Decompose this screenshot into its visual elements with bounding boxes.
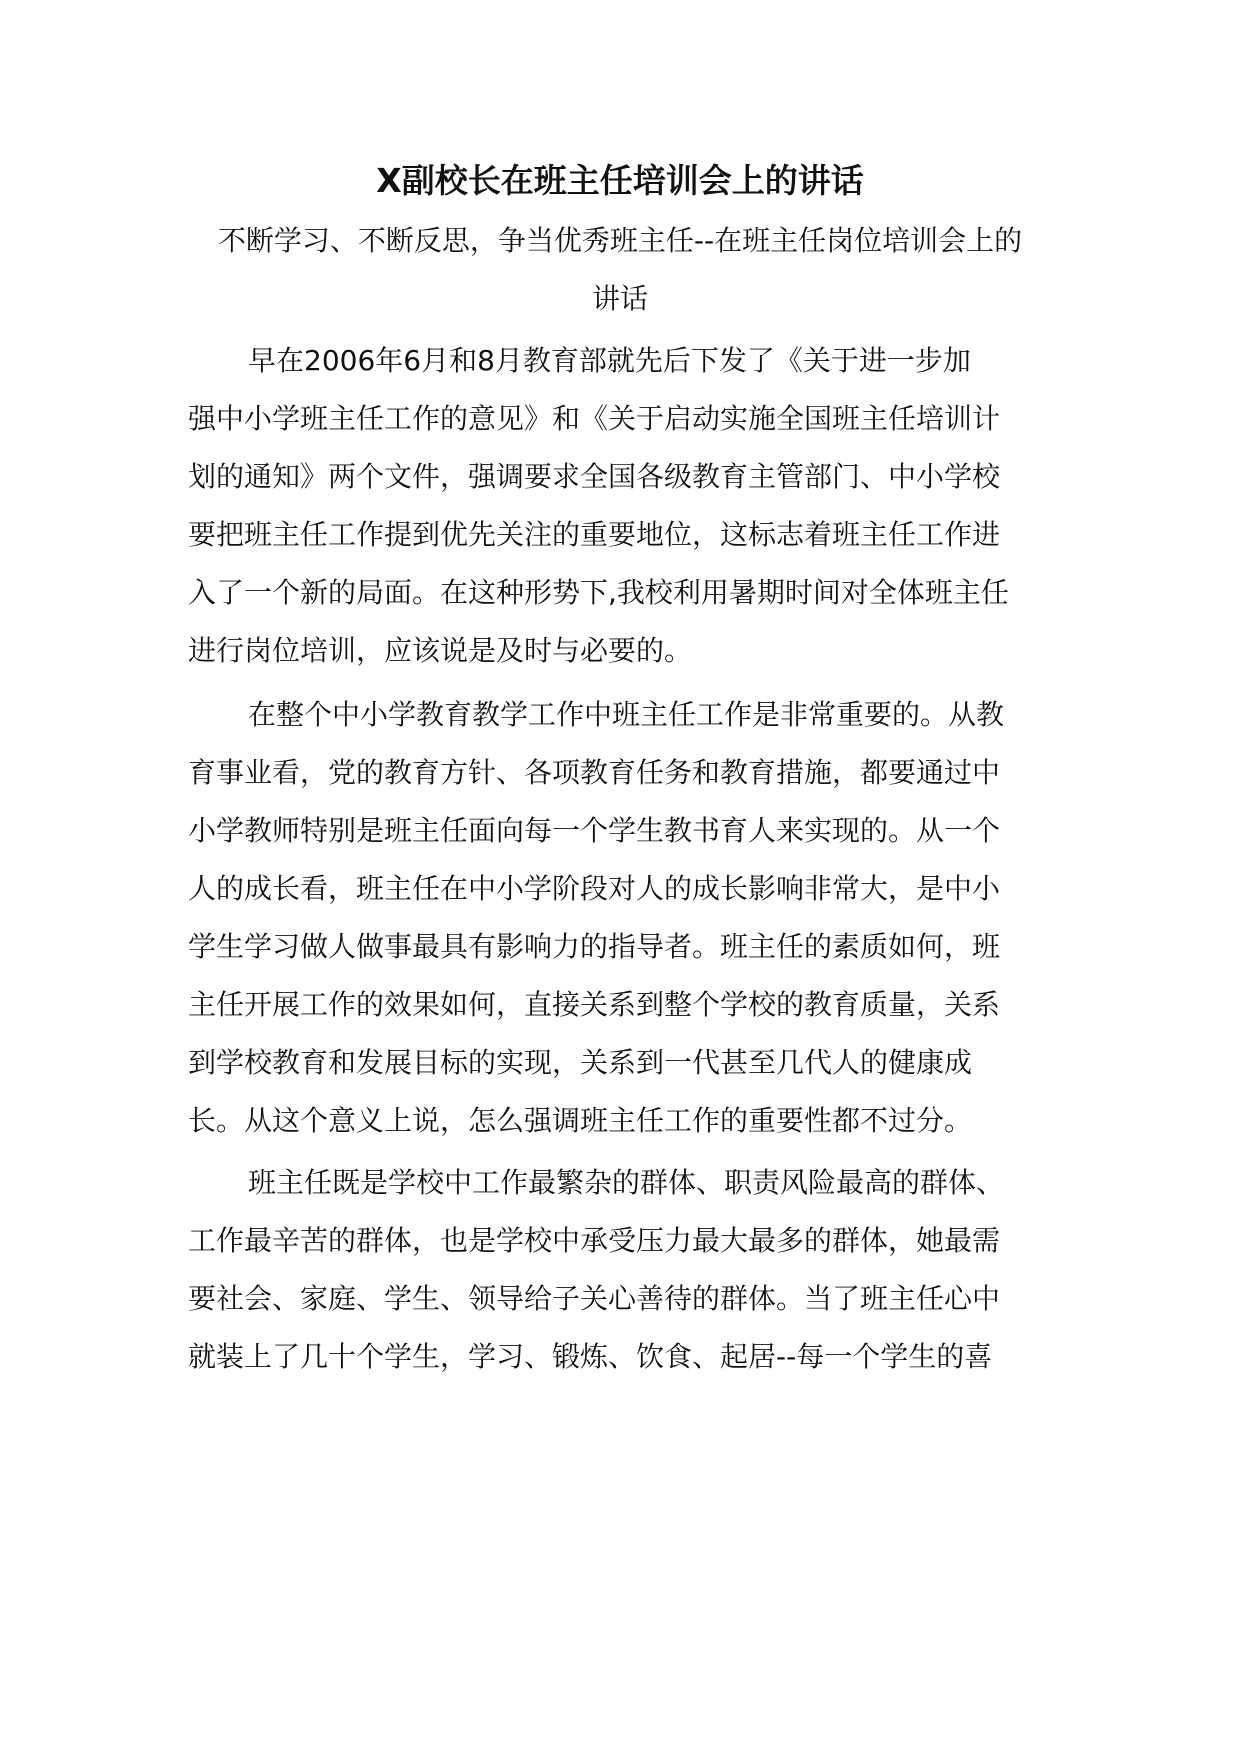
paragraph-3-line-1: 班主任既是学校中工作最繁杂的群体、职责风险最高的群体、 xyxy=(248,1166,1005,1199)
paragraph-1-line-2: 强中小学班主任工作的意见》和《关于启动实施全国班主任培训计 xyxy=(188,402,1001,435)
paragraph-1-line-6: 进行岗位培训，应该说是及时与必要的。 xyxy=(188,634,693,667)
document-title: X副校长在班主任培训会上的讲话 xyxy=(376,161,864,200)
subtitle-line-1: 不断学习、不断反思，争当优秀班主任--在班主任岗位培训会上的 xyxy=(217,224,1023,257)
paragraph-2-line-3: 小学教师特别是班主任面向每一个学生教书育人来实现的。从一个 xyxy=(188,814,1001,847)
paragraph-2-line-7: 到学校教育和发展目标的实现，关系到一代甚至几代人的健康成 xyxy=(188,1046,973,1079)
paragraph-2-line-2: 育事业看，党的教育方针、各项教育任务和教育措施，都要通过中 xyxy=(188,756,1001,789)
paragraph-3-line-4: 就装上了几十个学生，学习、锻炼、饮食、起居--每一个学生的喜 xyxy=(188,1340,993,1373)
paragraph-3-line-2: 工作最辛苦的群体，也是学校中承受压力最大最多的群体，她最需 xyxy=(188,1224,1001,1257)
paragraph-2-line-6: 主任开展工作的效果如何，直接关系到整个学校的教育质量，关系 xyxy=(188,988,1001,1021)
paragraph-1-line-3: 划的通知》两个文件，强调要求全国各级教育主管部门、中小学校 xyxy=(188,460,1001,493)
paragraph-2-line-1: 在整个中小学教育教学工作中班主任工作是非常重要的。从教 xyxy=(248,698,1005,731)
subtitle-line-2: 讲话 xyxy=(591,282,648,315)
paragraph-1-line-4: 要把班主任工作提到优先关注的重要地位，这标志着班主任工作进 xyxy=(188,518,1001,551)
paragraph-1-line-1: 早在2006年6月和8月教育部就先后下发了《关于进一步加 xyxy=(248,344,971,377)
paragraph-3-line-3: 要社会、家庭、学生、领导给子关心善待的群体。当了班主任心中 xyxy=(188,1282,1001,1315)
paragraph-2-line-8: 长。从这个意义上说，怎么强调班主任工作的重要性都不过分。 xyxy=(188,1104,973,1137)
paragraph-2-line-5: 学生学习做人做事最具有影响力的指导者。班主任的素质如何，班 xyxy=(188,930,1001,963)
paragraph-2-line-4: 人的成长看，班主任在中小学阶段对人的成长影响非常大，是中小 xyxy=(188,872,1001,905)
paragraph-1-line-5: 入了一个新的局面。在这种形势下,我校利用暑期时间对全体班主任 xyxy=(188,576,1009,609)
